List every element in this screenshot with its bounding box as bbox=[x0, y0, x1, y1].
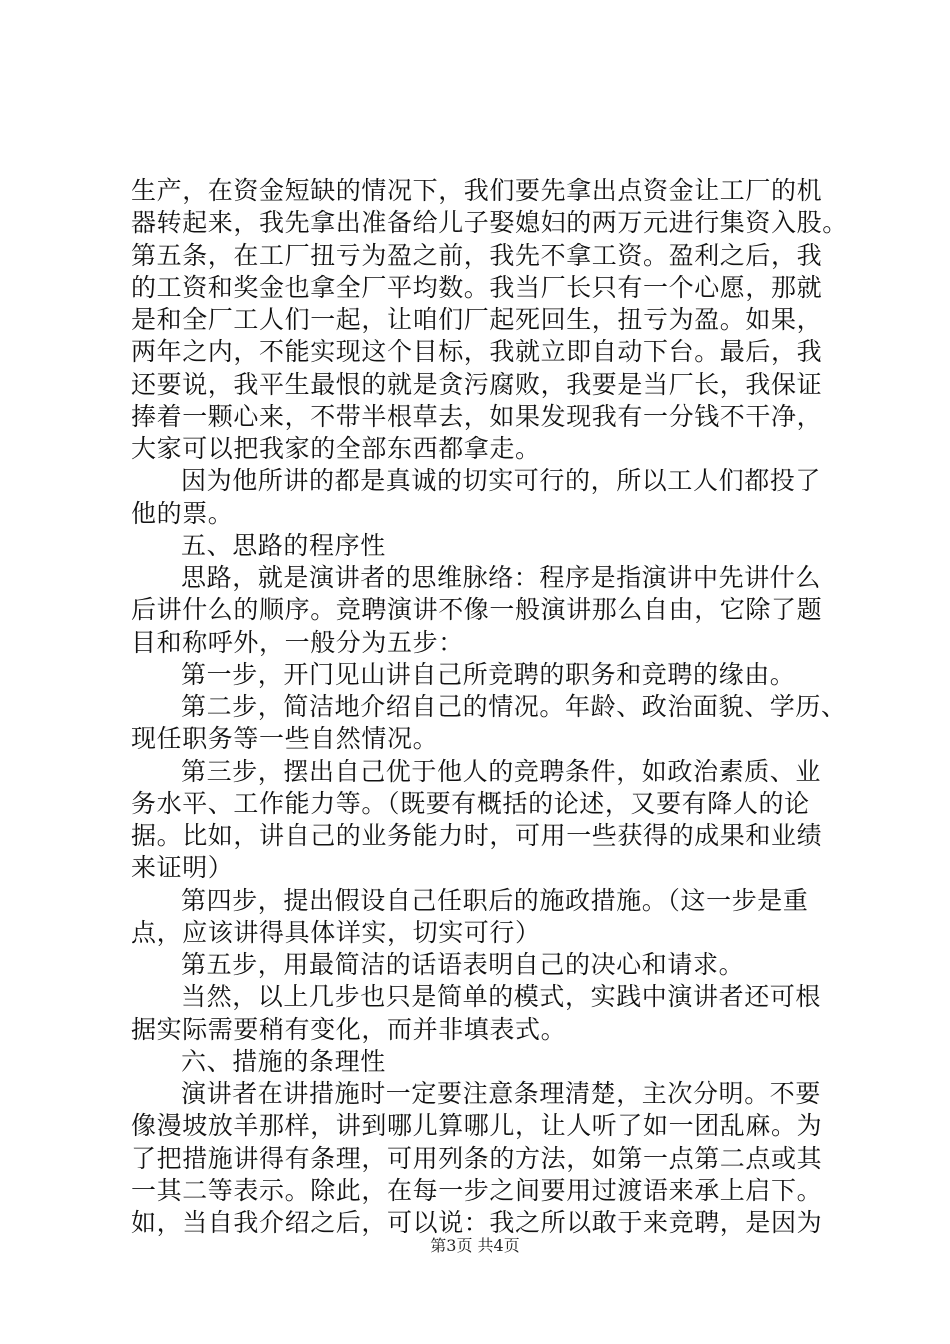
text-line: 务水平、工作能力等。（既要有概括的论述，又要有降人的论 bbox=[131, 788, 810, 818]
paragraph-start-line: 当然，以上几步也只是简单的模式，实践中演讲者还可根 bbox=[181, 982, 822, 1012]
text-line: 的工资和奖金也拿全厂平均数。我当厂长只有一个心愿，那就 bbox=[131, 272, 823, 302]
text-line: 是和全厂工人们一起，让咱们厂起死回生，扭亏为盈。如果， bbox=[131, 305, 823, 334]
section-heading: 六、措施的条理性 bbox=[181, 1046, 386, 1076]
text-line: 生产，在资金短缺的情况下，我们要先拿出点资金让工厂的机 bbox=[131, 176, 823, 205]
text-line: 一其二等表示。除此，在每一步之间要用过渡语来承上启下。 bbox=[131, 1175, 823, 1205]
text-line: 他的票。 bbox=[131, 498, 234, 528]
paragraph-start-line: 第三步，摆出自己优于他人的竞聘条件，如政治素质、业 bbox=[181, 756, 822, 786]
text-line: 后讲什么的顺序。竞聘演讲不像一般演讲那么自由，它除了题 bbox=[131, 595, 823, 625]
paragraph-start-line: 演讲者在讲措施时一定要注意条理清楚，主次分明。不要 bbox=[181, 1079, 822, 1108]
paragraph-start-line: 思路，就是演讲者的思维脉络：程序是指演讲中先讲什么 bbox=[181, 563, 822, 592]
paragraph-start-line: 因为他所讲的都是真诚的切实可行的，所以工人们都投了 bbox=[181, 466, 822, 496]
text-line: 第五条，在工厂扭亏为盈之前，我先不拿工资。盈利之后，我 bbox=[131, 240, 823, 270]
text-line: 来证明） bbox=[131, 853, 234, 883]
text-line: 如，当自我介绍之后，可以说：我之所以敢于来竞聘，是因为 bbox=[131, 1208, 823, 1237]
paragraph-start-line: 第一步，开门见山讲自己所竞聘的职务和竞聘的缘由。 bbox=[181, 659, 796, 689]
text-line: 了把措施讲得有条理，可用列条的方法，如第一点第二点或其 bbox=[131, 1143, 823, 1173]
text-line: 两年之内，不能实现这个目标，我就立即自动下台。最后，我 bbox=[131, 337, 823, 367]
paragraph-start-line: 第二步，简洁地介绍自己的情况。年龄、政治面貌、学历、 bbox=[181, 692, 847, 721]
text-line: 捧着一颗心来，不带半根草去，如果发现我有一分钱不干净， bbox=[131, 401, 823, 431]
body-text bbox=[131, 175, 848, 1239]
text-line: 点，应该讲得具体详实，切实可行） bbox=[131, 917, 541, 947]
text-line: 据。比如，讲自己的业务能力时，可用一些获得的成果和业绩 bbox=[131, 821, 823, 850]
paragraph-start-line: 第四步，提出假设自己任职后的施政措施。（这一步是重 bbox=[181, 885, 809, 915]
text-line: 器转起来，我先拿出准备给儿子娶媳妇的两万元进行集资入股。 bbox=[131, 208, 848, 238]
text-line: 目和称呼外，一般分为五步： bbox=[131, 627, 464, 657]
text-line: 据实际需要稍有变化，而并非填表式。 bbox=[131, 1014, 567, 1044]
text-line: 现任职务等一些自然情况。 bbox=[131, 724, 439, 754]
page-footer: 第3页 共4页 bbox=[430, 1236, 520, 1255]
section-heading: 五、思路的程序性 bbox=[181, 530, 386, 560]
text-line: 大家可以把我家的全部东西都拿走。 bbox=[131, 434, 541, 463]
paragraph-start-line: 第五步，用最简洁的话语表明自己的决心和请求。 bbox=[181, 950, 745, 979]
text-line: 像漫坡放羊那样，讲到哪儿算哪儿，让人听了如一团乱麻。为 bbox=[131, 1111, 823, 1141]
text-line: 还要说，我平生最恨的就是贪污腐败，我要是当厂长，我保证 bbox=[131, 369, 823, 399]
